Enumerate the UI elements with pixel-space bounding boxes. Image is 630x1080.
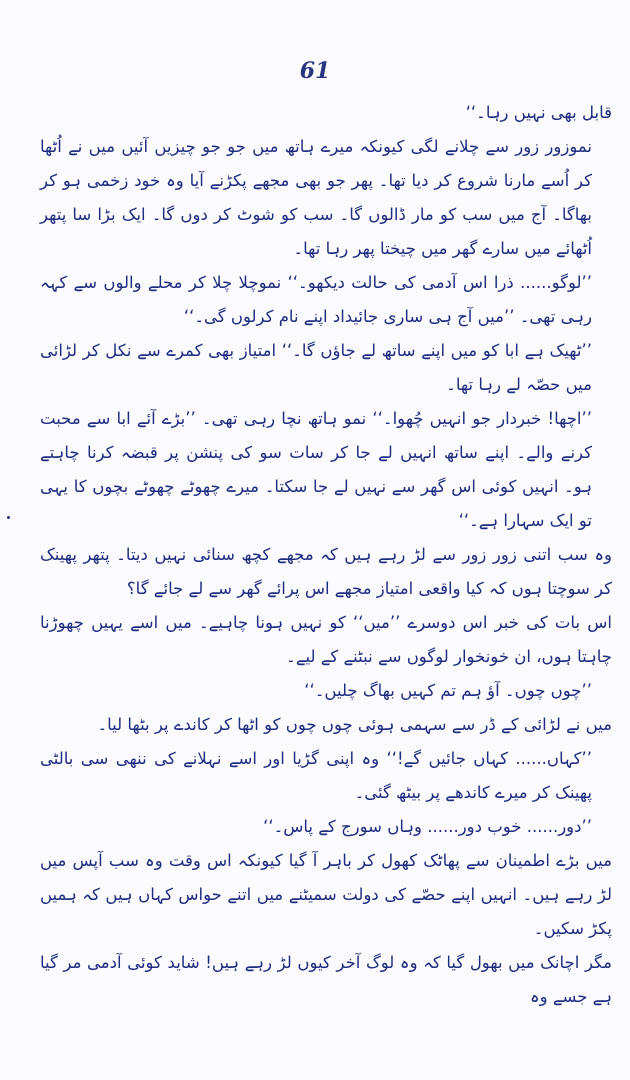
paragraph: میں نے لڑائی کے ڈر سے سہمی ہوئی چوں چوں کو اٹھا کر کاندے پر بٹھا لیا۔ [97,715,612,734]
paragraph: اس بات کی خبر اس دوسرے ’’میں‘‘ کو نہیں ہونا چاہیے۔ میں اسے یہیں چھوڑنا چاہتا ہوں، ان خونخوار لوگوں سے نبٹنے کے لیے۔ [40,613,612,666]
paragraph: مگر اچانک میں بھول گیا کہ وہ لوگ آخر کیوں لڑ رہے ہیں! شاید کوئی آدمی مر گیا ہے جسے وہ [40,953,612,1006]
paragraph: ’’لوگو...... ذرا اس آدمی کی حالت دیکھو۔‘‘ نموچلا چلا کر محلے والوں سے کہہ رہی تھی۔ ’’میں آج ہی ساری جائیداد اپنے نام کرلوں گی۔‘‘ [40,273,592,326]
paragraph: میں بڑے اطمینان سے پھاٹک کھول کر باہر آ گیا کیونکہ اس وقت وہ سب آپس میں لڑ رہے ہیں۔ انہیں اپنے حصّے کی دولت سمیٹنے میں اتنے حواس کہاں ہیں کہ ہمیں پکڑ سکیں۔ [40,851,612,938]
paragraph: قابل بھی نہیں رہا۔‘‘ [465,103,612,122]
paragraph: ’’دور...... خوب دور...... وہاں سورج کے پاس۔‘‘ [263,817,592,836]
paragraph: ’’چوں چوں۔ آؤ ہم تم کہیں بھاگ چلیں۔‘‘ [304,681,592,700]
paragraph: ’’ٹھیک ہے ابا کو میں اپنے ساتھ لے جاؤں گا۔‘‘ امتیاز بھی کمرے سے نکل کر لڑائی میں حصّہ لے رہا تھا۔ [40,341,592,394]
page-number: 61 [299,58,331,84]
paragraph: وہ سب اتنی زور زور سے لڑ رہے ہیں کہ مجھے کچھ سنائی نہیں دیتا۔ پتھر پھینک کر سوچتا ہوں کہ کیا واقعی امتیاز مجھے اس پرائے گھر سے لے جائے گا؟ [40,545,612,598]
paragraph: نموزور زور سے چلانے لگی کیونکہ میرے ہاتھ میں جو جو چیزیں آئیں میں نے اُٹھا کر اُسے مارنا شروع کر دیا تھا۔ پھر جو بھی مجھے پکڑنے آیا وہ خود زخمی ہو کر بھاگا۔ آج میں سب کو مار ڈالوں گا۔ سب کو شوٹ کر دوں گا۔ ایک بڑا سا پتھر اُٹھائے میں سارے گھر میں چیختا پھر رہا تھا۔ [40,137,592,258]
page-body-text [40,96,612,1014]
paragraph: ’’اچھا! خبردار جو انہیں چُھوا۔‘‘ نمو ہاتھ نچا رہی تھی۔ ’’بڑے آئے ابا سے محبت کرنے والے۔ اپنے ساتھ انہیں لے جا کر سات سو کی پنشن پر قبضہ کرنا چاہتے ہو۔ انہیں کوئی اس گھر سے نہیں لے جا سکتا۔ میرے چھوٹے چھوٹے بچوں کا یہی تو ایک سہارا ہے۔‘‘ [40,409,592,530]
paragraph: ’’کہاں...... کہاں جائیں گے!‘‘ وہ اپنی گڑیا اور اسے نہلانے کی ننھی سی بالٹی پھینک کر میرے کاندھے پر بیٹھ گئی۔ [40,749,592,802]
margin-dot-mark [7,516,10,519]
